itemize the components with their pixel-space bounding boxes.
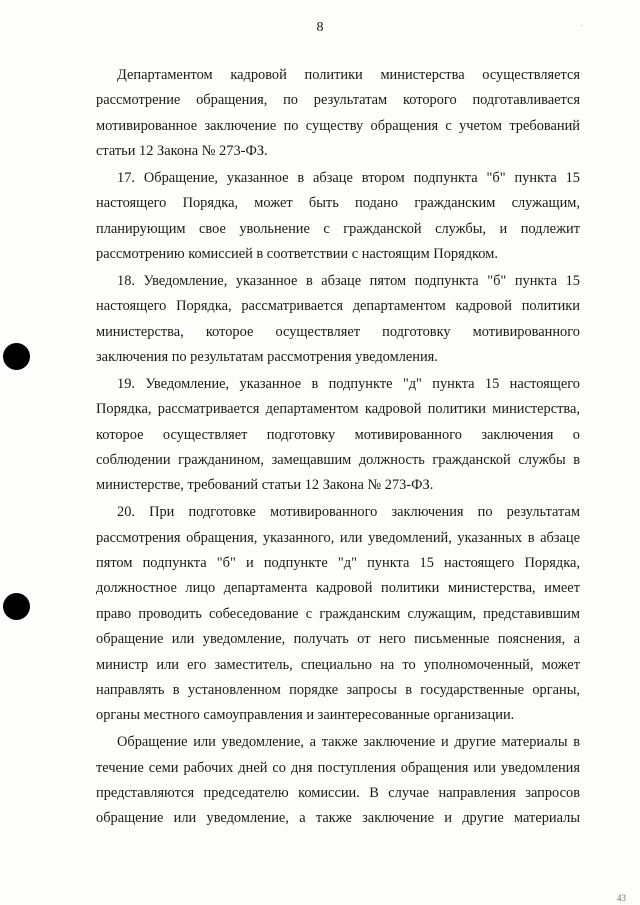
text-line: представляются председателю комиссии. В случае направления запросов <box>96 784 580 801</box>
text-line: право проводить собеседование с гражданским служащим, представившим <box>96 605 580 622</box>
text-line: рассмотрению комиссией в соответствии с настоящим Порядком. <box>96 246 498 263</box>
text-line: соблюдении гражданином, замещавшим должность гражданской службы в <box>96 452 580 469</box>
text-line: 19. Уведомление, указанное в подпункте "д" пункта 15 настоящего <box>117 375 580 392</box>
text-line: мотивированное заключение по существу обращения с учетом требований <box>96 117 580 134</box>
text-line: рассмотрение обращения, по результатам которого подготавливается <box>96 92 580 109</box>
text-line: 18. Уведомление, указанное в абзаце пятом подпункта "б" пункта 15 <box>117 272 580 289</box>
text-line: министерства, которое осуществляет подготовку мотивированного <box>96 323 580 340</box>
text-line: настоящего Порядка, может быть подано гражданским служащим, <box>96 195 580 212</box>
text-line: направлять в установленном порядке запросы в государственные органы, <box>96 681 580 698</box>
text-line: 17. Обращение, указанное в абзаце втором подпункта "б" пункта 15 <box>117 169 580 186</box>
text-line: 20. При подготовке мотивированного заключения по результатам <box>117 504 580 521</box>
text-line: обращение или уведомление, а также заключение и другие материалы <box>96 810 580 827</box>
text-line: обращение или уведомление, получать от него письменные пояснения, а <box>96 631 580 648</box>
text-line: должностное лицо департамента кадровой политики министерства, имеет <box>96 580 580 597</box>
text-line: статьи 12 Закона № 273-ФЗ. <box>96 143 268 160</box>
paragraph <box>96 730 580 832</box>
text-line: органы местного самоуправления и заинтересованные организации. <box>96 707 515 724</box>
text-line: заключения по результатам рассмотрения уведомления. <box>96 349 438 366</box>
text-line: министерстве, требований статьи 12 Закона № 273-ФЗ. <box>96 477 434 494</box>
text-line: рассмотрения обращения, указанного, или уведомлений, указанных в абзаце <box>96 529 580 546</box>
paragraph <box>96 500 580 729</box>
text-line: пятом подпункта "б" и подпункте "д" пункта 15 настоящего Порядка, <box>96 554 580 571</box>
page-number: 8 <box>316 20 324 35</box>
paragraph <box>96 269 580 371</box>
paragraph <box>96 166 580 268</box>
text-line: течение семи рабочих дней со дня поступления обращения или уведомления <box>96 759 580 776</box>
text-line: планирующим свое увольнение с гражданской службы, и подлежит <box>96 220 580 237</box>
paragraph <box>96 63 580 165</box>
punch-hole-mark <box>3 593 30 620</box>
text-line: Обращение или уведомление, а также заключение и другие материалы в <box>117 734 580 751</box>
text-line: Департаментом кадровой политики министерства осуществляется <box>117 67 580 83</box>
punch-hole-mark <box>3 343 30 370</box>
margin-mark-top: . <box>581 20 583 28</box>
text-line: которое осуществляет подготовку мотивированного заключения о <box>96 426 580 443</box>
text-line: настоящего Порядка, рассматривается департаментом кадровой политики <box>96 298 580 315</box>
paragraph <box>96 372 580 499</box>
text-line: министр или его заместитель, специально на то уполномоченный, может <box>96 656 580 673</box>
text-line: Порядка, рассматривается департаментом кадровой политики министерства, <box>96 401 580 418</box>
document-body <box>96 63 580 832</box>
margin-mark-bottom: 43 <box>617 893 626 903</box>
